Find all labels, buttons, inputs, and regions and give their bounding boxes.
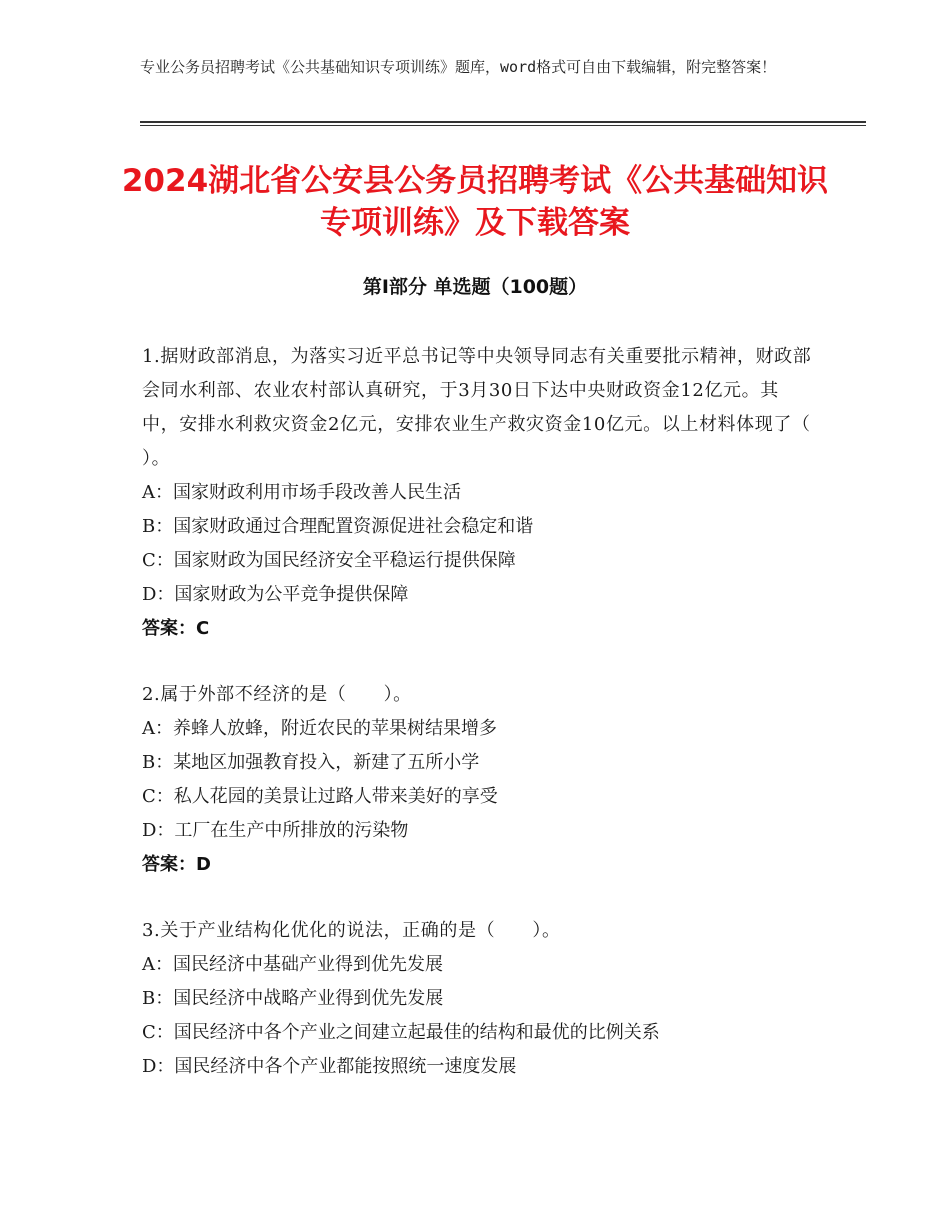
answer-label: 答案：D bbox=[142, 854, 211, 875]
header-rule-thick bbox=[140, 121, 866, 123]
option-c: C：国民经济中各个产业之间建立起最佳的结构和最优的比例关系 bbox=[142, 1022, 660, 1043]
question-stem: 3.关于产业结构化优化的说法，正确的是（ ）。 bbox=[142, 920, 561, 941]
option-b: B：某地区加强教育投入，新建了五所小学 bbox=[142, 752, 480, 773]
option-d: D：国家财政为公平竞争提供保障 bbox=[142, 584, 409, 605]
option-a: A：国家财政利用市场手段改善人民生活 bbox=[142, 482, 461, 503]
header-note: 专业公务员招聘考试《公共基础知识专项训练》题库，word格式可自由下载编辑，附完整答案！ bbox=[140, 58, 777, 76]
section-heading: 第Ⅰ部分 单选题（100题） bbox=[362, 276, 588, 298]
header-rule-thin bbox=[140, 125, 866, 126]
option-a: A：国民经济中基础产业得到优先发展 bbox=[142, 954, 443, 975]
option-b: B：国民经济中战略产业得到优先发展 bbox=[142, 988, 444, 1009]
question-stem: 2.属于外部不经济的是（ ）。 bbox=[142, 684, 412, 705]
question-list bbox=[142, 340, 848, 1116]
question-item bbox=[142, 914, 812, 1084]
question-stem: 1.据财政部消息，为落实习近平总书记等中央领导同志有关重要批示精神，财政部会同水利部、农业农村部认真研究，于3月30日下达中央财政资金12亿元。其中，安排水利救灾资金2亿元，安排农业生产救灾资金10亿元。以上材料体现了（ ）。 bbox=[142, 346, 848, 469]
option-c: C：国家财政为国民经济安全平稳运行提供保障 bbox=[142, 550, 516, 571]
option-a: A：养蜂人放蜂，附近农民的苹果树结果增多 bbox=[142, 718, 497, 739]
option-b: B：国家财政通过合理配置资源促进社会稳定和谐 bbox=[142, 516, 534, 537]
option-d: D：工厂在生产中所排放的污染物 bbox=[142, 820, 409, 841]
option-c: C：私人花园的美景让过路人带来美好的享受 bbox=[142, 786, 498, 807]
option-d: D：国民经济中各个产业都能按照统一速度发展 bbox=[142, 1056, 517, 1077]
answer-label: 答案：C bbox=[142, 618, 210, 639]
document-title: 2024湖北省公安县公务员招聘考试《公共基础知识专项训练》及下载答案 bbox=[121, 163, 829, 241]
question-item bbox=[142, 678, 812, 882]
question-item bbox=[142, 340, 848, 646]
